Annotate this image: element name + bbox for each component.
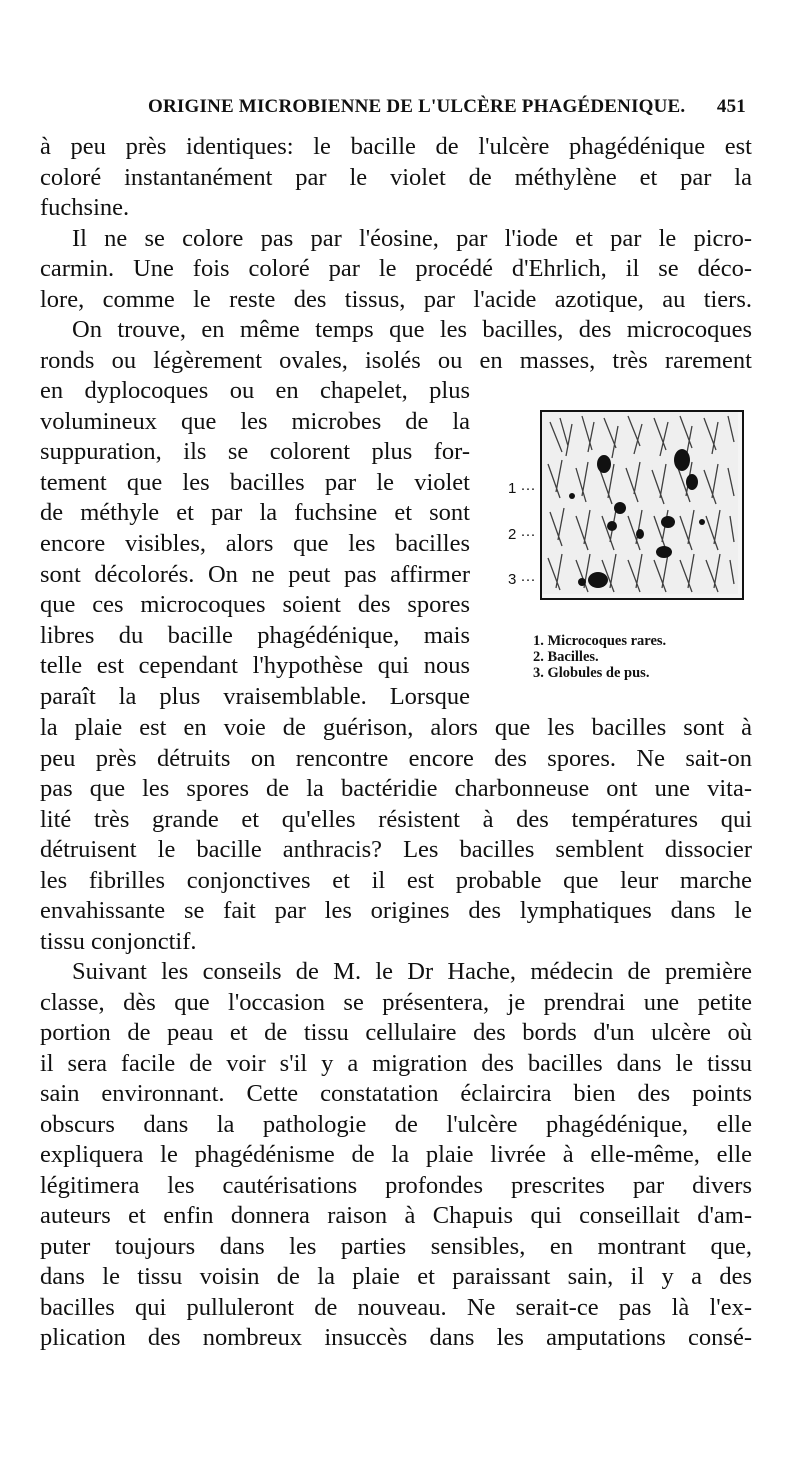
text-line: volumineux que les microbes de la — [40, 407, 470, 435]
text-line: expliquera le phagédénisme de la plaie livrée à elle-même, elle — [40, 1141, 752, 1168]
text-line: lore, comme le reste des tissus, par l'acide azotique, au tiers. — [40, 285, 752, 313]
text-line: fuchsine. — [40, 194, 130, 221]
bacilli-illustration — [542, 412, 738, 594]
text-line: tissu conjonctif. — [40, 927, 197, 955]
page-number: 451 — [716, 96, 746, 117]
text-line: classe, dès que l'occasion se présentera, je prendrai une petite — [40, 988, 752, 1016]
text-line: bacilles qui pulluleront de nouveau. Ne serait-ce pas là l'ex- — [40, 1293, 752, 1321]
text-line: il sera facile de voir s'il y a migration des bacilles dans le tissu — [40, 1049, 752, 1077]
text-line: coloré instantanément par le violet de méthylène et par la — [40, 163, 752, 191]
paragraph-narrow — [40, 376, 470, 713]
text-line: sont décolorés. On ne peut pas affirmer — [40, 560, 470, 588]
paragraph-1 — [40, 132, 752, 376]
text-line: plication des nombreux insuccès dans les amputations consé- — [40, 1324, 752, 1351]
text-line: que ces microcoques soient des spores — [40, 591, 470, 619]
text-line: ronds ou légèrement ovales, isolés ou en masses, très rarement — [40, 346, 752, 374]
text-line: Suivant les conseils de M. le Dr Hache, médecin de première — [72, 958, 752, 985]
text-line: sain environnant. Cette constatation éclaircira bien des points — [40, 1080, 752, 1107]
text-line: libres du bacille phagédénique, mais — [40, 621, 470, 649]
callout-1: 1 ··· — [508, 480, 536, 497]
text-line: légitimera les cautérisations profondes prescrites par divers — [40, 1171, 752, 1199]
callout-3: 3 ··· — [508, 571, 536, 588]
text-line: tement que les bacilles par le violet — [40, 468, 470, 496]
text-line: la plaie est en voie de guérison, alors que les bacilles sont à — [40, 714, 752, 741]
text-line: les fibrilles conjonctives et il est probable que leur marche — [40, 866, 752, 894]
text-line: encore visibles, alors que les bacilles — [40, 529, 470, 557]
figure-legend — [533, 633, 666, 681]
text-line: auteurs et enfin donnera raison à Chapuis qui conseillait d'am- — [40, 1202, 752, 1229]
text-line: de méthyle et par la fuchsine et sont — [40, 499, 470, 527]
legend-item: 1. Microcoques rares. — [533, 633, 667, 649]
text-line: portion de peau et de tissu cellulaire des bords d'un ulcère où — [40, 1019, 752, 1046]
text-line: carmin. Une fois coloré par le procédé d'Ehrlich, il se déco- — [40, 255, 752, 282]
legend-item: 2. Bacilles. — [533, 649, 599, 665]
text-line: telle est cependant l'hypothèse qui nous — [40, 652, 470, 680]
text-line: en dyplocoques ou en chapelet, plus — [40, 377, 470, 404]
running-title: ORIGINE MICROBIENNE DE L'ULCÈRE PHAGÉDENIQUE. — [148, 96, 686, 117]
text-line: Il ne se colore pas par l'éosine, par l'iode et par le picro- — [72, 224, 752, 252]
callout-2: 2 ··· — [508, 526, 536, 543]
text-line: obscurs dans la pathologie de l'ulcère phagédénique, elle — [40, 1110, 752, 1138]
text-line: lité très grande et qu'elles résistent à des températures qui — [40, 805, 752, 833]
legend-item: 3. Globules de pus. — [533, 665, 650, 681]
paragraph-2 — [40, 713, 752, 1354]
text-line: pas que les spores de la bactéridie charbonneuse ont une vita- — [40, 775, 752, 802]
text-line: dans le tissu voisin de la plaie et paraissant sain, il y a des — [40, 1263, 752, 1290]
microscope-figure — [540, 410, 744, 600]
text-line: suppuration, ils se colorent plus for- — [40, 438, 470, 466]
text-line: envahissante se fait par les origines des lymphatiques dans le — [40, 897, 752, 924]
text-line: peu près détruits on rencontre encore des spores. Ne sait-on — [40, 744, 752, 772]
text-line: On trouve, en même temps que les bacilles, des microcoques — [72, 316, 752, 343]
text-line: détruisent le bacille anthracis? Les bacilles semblent dissocier — [40, 836, 752, 863]
text-line: puter toujours dans les parties sensibles, en montrant que, — [40, 1232, 752, 1260]
text-line: à peu près identiques: le bacille de l'ulcère phagédénique est — [40, 133, 752, 160]
text-line: paraît la plus vraisemblable. Lorsque — [40, 682, 470, 710]
